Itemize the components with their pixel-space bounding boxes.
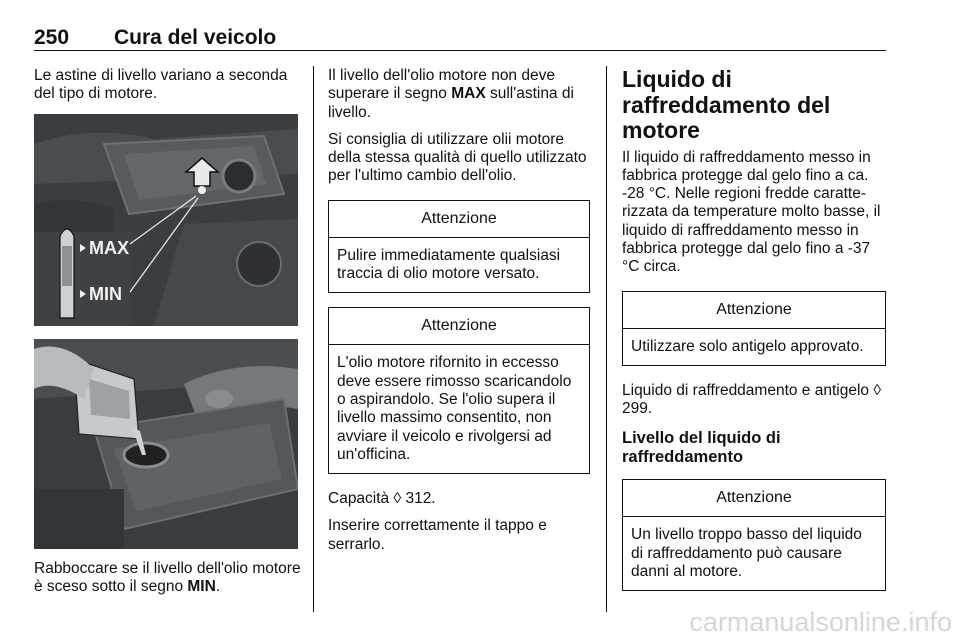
watermark: carmanualsonline.info: [689, 607, 952, 637]
warning-title: Attenzione: [623, 292, 885, 329]
chapter-title: Cura del veicolo: [114, 26, 277, 49]
dipstick-illustration: [34, 114, 298, 326]
max-label: MAX: [89, 237, 129, 258]
warning-body: L'olio motore rifornito in eccesso deve essere rimosso scaricandolo o aspirandolo. Se l'olio supera il livello massimo consentito, non avviare il veicolo e rivolgersi ad un'officina.: [337, 354, 572, 463]
warning-box: [328, 307, 590, 474]
oil-quality-text: Si consiglia di utilizzare olii motore della stessa qualità di quello utilizzato per l'ultimo cambio dell'olio.: [328, 130, 587, 185]
warning-body: Utilizzare solo antigelo approvato.: [631, 337, 864, 355]
page-header: [34, 26, 886, 51]
cap-text: Inserire correttamente il tappo e serrarlo.: [328, 517, 547, 553]
subsection-heading: Livello del liquido di raffreddamento: [622, 429, 781, 467]
warning-box: [328, 200, 590, 294]
warning-body: Pulire immediatamente qualsiasi traccia di olio motore versato.: [337, 246, 561, 283]
oil-refill-illustration: [34, 339, 298, 549]
page-number: 250: [34, 26, 70, 49]
capacity-text: Capacità ◊ 312.: [328, 490, 436, 508]
max-level-text: Il livello dell'olio motore non deve superare il segno MAX sull'astina di livello.: [328, 67, 574, 121]
column-middle: [328, 67, 590, 563]
warning-title: Attenzione: [329, 308, 589, 345]
min-label: MIN: [89, 283, 122, 304]
section-heading: Liquido di raffreddamento del motore: [622, 66, 831, 143]
dipstick-figure: [34, 114, 298, 326]
coolant-reference: Liquido di raffreddamento e antigelo ◊ 299.: [622, 381, 881, 418]
warning-title: Attenzione: [329, 201, 589, 238]
warning-body: Un livello troppo basso del liquido di raffreddamento può causare danni al motore.: [631, 526, 862, 581]
warning-title: Attenzione: [623, 480, 885, 517]
coolant-intro: Il liquido di raffreddamento messo in fabbrica protegge dal gelo fino a ca. -28 °C. Nelle regioni fredde caratterizzata da temperature molto basse, il liquido di raffreddamento messo in fabbrica protegge dal gelo fino a -37 °C circa.: [622, 148, 881, 276]
oil-refill-figure: [34, 339, 298, 549]
warning-box: [622, 479, 886, 591]
column-right: [622, 67, 886, 605]
column-left: [34, 67, 302, 605]
column-divider: [313, 66, 314, 612]
refill-caption: Rabboccare se il livello dell'olio motore è sceso sotto il segno MIN.: [34, 559, 301, 595]
intro-text: Le astine di livello variano a seconda del tipo di motore.: [34, 67, 288, 103]
column-divider: [606, 66, 607, 612]
warning-box: [622, 291, 886, 366]
